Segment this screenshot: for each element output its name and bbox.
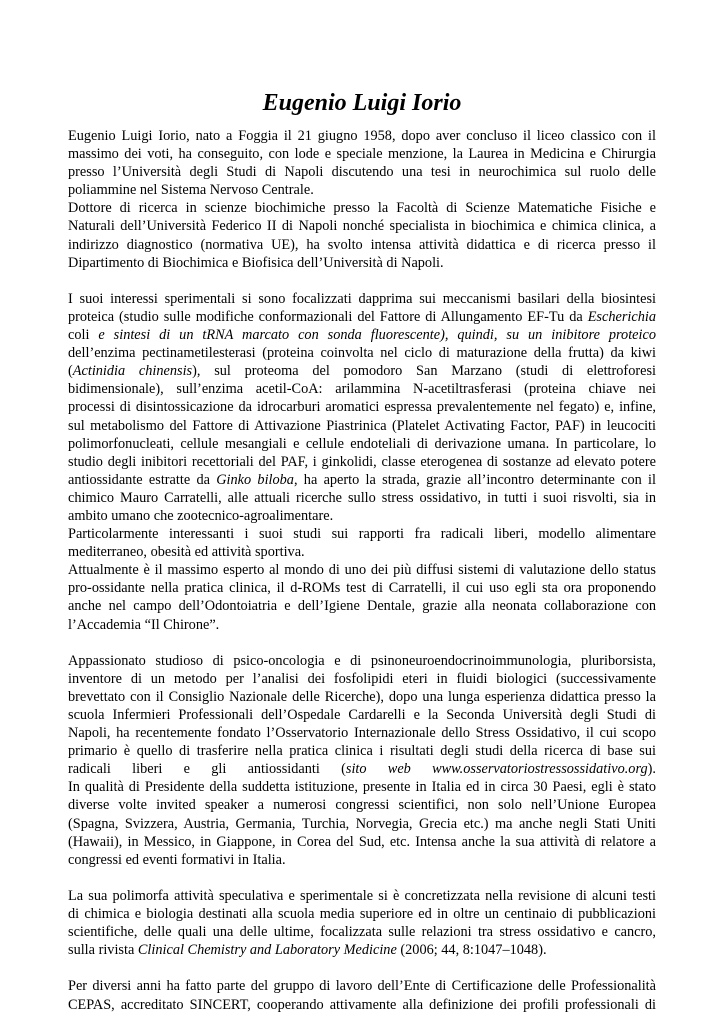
text-line xyxy=(68,796,656,814)
text-run: di chimica e biologia destinati alla scuola media superiore ed in oltre un centinaio di pubblicazioni xyxy=(68,906,656,923)
text-line xyxy=(68,778,656,796)
text-run: studio degli inibitori recettoriali del PAF, i ginkolidi, classe eterogenea di sostanze ad elevato potere xyxy=(68,453,656,470)
text-run: Per diversi anni ha fatto parte del gruppo di lavoro dell’Ente di Certificazione delle Professionalità xyxy=(68,978,656,995)
text-line xyxy=(68,507,656,525)
text-line xyxy=(68,254,656,272)
text-line xyxy=(68,670,656,688)
text-line xyxy=(68,724,656,742)
document-page xyxy=(68,0,656,1014)
text-line xyxy=(68,616,656,634)
text-line xyxy=(68,597,656,615)
text-line xyxy=(68,525,656,543)
text-run: presso l’Università degli Studi di Napoli discutendo una tesi in neurochimica sul ruolo delle xyxy=(68,164,656,181)
text-run: , ha aperto la strada, grazie all’incontro determinante con il xyxy=(293,471,656,488)
italic-text: Escherichia xyxy=(587,308,656,325)
text-line xyxy=(68,127,656,145)
text-line xyxy=(68,579,656,597)
text-run: inventore di un metodo per l’analisi dei fosfolipidi eteri in fluidi biologici (successivamente xyxy=(68,670,656,687)
italic-text: Clinical Chemistry and Laboratory Medicine xyxy=(137,942,397,959)
text-run: radicali liberi e gli antiossidanti ( xyxy=(68,761,346,778)
text-run: coli xyxy=(68,327,90,344)
text-run: brevettato con il Consiglio Nazionale delle Ricerche), dopo una lunga esperienza didattica presso la xyxy=(68,688,656,705)
text-line xyxy=(68,833,656,851)
text-run: primario è quello di trasferire nella pratica clinica i risultati degli studi della ricerca di base sui xyxy=(68,743,656,760)
text-run: (Hawaii), in Messico, in Giappone, in Corea del Sud, etc. Intensa anche la sua attività di relatore a xyxy=(68,833,656,850)
text-run: In qualità di Presidente della suddetta istituzione, presente in Italia ed in circa 30 Paesi, egli è stato xyxy=(68,779,656,796)
text-run: Particolarmente interessanti i suoi studi sui rapporti fra radicali liberi, modello alimentare xyxy=(68,526,656,543)
paragraph-gap xyxy=(68,869,656,887)
text-run: l’Accademia “Il Chirone”. xyxy=(68,616,220,633)
text-line xyxy=(68,308,656,326)
text-run: scuola Infermieri Professionali dell’Ospedale Cardarelli e la Seconda Università degli Studi di xyxy=(68,707,656,723)
text-run: (Spagna, Svizzera, Austria, Germania, Turchia, Norvegia, Grecia etc.) ma anche negli Stati Uniti xyxy=(68,815,656,832)
text-line xyxy=(68,453,656,471)
text-run: processi di disintossicazione da idrocarburi aromatici espressa prevalentemente nel fegato) e, infine, xyxy=(68,399,656,416)
text-line xyxy=(68,543,656,561)
text-run: chimico Mauro Carratelli, alle attuali ricerche sullo stress ossidativo, in tutti i suoi risvolti, sia in xyxy=(68,489,656,506)
text-line xyxy=(68,181,656,199)
text-run: ambito umano che zootecnico-agroalimentare. xyxy=(68,507,334,524)
text-run: (2006; 44, 8:1047–1048). xyxy=(396,942,547,959)
paragraph-gap xyxy=(68,272,656,290)
text-run: CEPAS, accreditato SINCERT, cooperando attivamente alla definizione dei profili professionali di xyxy=(68,996,656,1013)
text-run: ), sul proteoma del pomodoro San Marzano (studi di elettroforesi xyxy=(192,363,656,380)
text-run: pro-ossidante nella pratica clinica, il d-ROMs test di Carratelli, il cui uso egli sta ora proponendo xyxy=(68,580,656,597)
text-run: Attualmente è il massimo esperto al mondo di uno dei più diffusi sistemi di valutazione dello status xyxy=(68,562,656,579)
text-run: poliammine nel Sistema Nervoso Centrale. xyxy=(68,182,314,199)
text-line xyxy=(68,471,656,489)
text-line xyxy=(68,706,656,724)
italic-text: Actinidia chinensis xyxy=(72,363,193,380)
text-run: I suoi interessi sperimentali si sono focalizzati dapprima sui meccanismi basilari della biosintesi xyxy=(68,290,656,307)
text-line xyxy=(68,326,656,344)
text-line xyxy=(68,380,656,398)
text-line xyxy=(68,489,656,507)
text-line xyxy=(68,996,656,1014)
text-line xyxy=(68,742,656,760)
text-line xyxy=(68,977,656,995)
text-run: sul metabolismo del Fattore di Attivazione Piastrinica (Platelet Activating Factor, PAF) in leucociti xyxy=(68,417,656,434)
text-run: mediterraneo, obesità ed attività sportiva. xyxy=(68,544,305,561)
text-run: bidimensionale), sull’enzima acetil-CoA: arilammina N-acetiltrasferasi (proteina chiave nei xyxy=(68,381,656,398)
document-body xyxy=(68,127,656,1014)
text-run: Napoli, ha recentemente fondato l’Osservatorio Internazionale dello Stress Ossidativo, il cui scopo xyxy=(68,725,656,742)
text-line xyxy=(68,851,656,869)
text-run: antiossidante estratte da xyxy=(68,471,217,488)
text-line xyxy=(68,145,656,163)
text-run: La sua polimorfa attività speculativa e sperimentale si è concretizzata nella revisione di alcuni testi xyxy=(68,887,656,904)
text-line xyxy=(68,236,656,254)
text-line xyxy=(68,435,656,453)
text-run: congressi ed eventi formativi in Italia. xyxy=(68,851,286,868)
italic-text: Ginko biloba xyxy=(216,471,294,488)
text-run: massimo dei voti, ha conseguito, con lode e speciale menzione, la Laurea in Medicina e Chirurgia xyxy=(68,146,656,163)
text-line xyxy=(68,905,656,923)
text-line xyxy=(68,344,656,362)
text-line xyxy=(68,362,656,380)
text-run: scientifiche, delle quali una delle ultime, focalizzata sulle relazioni tra stress ossidativo e cancro, xyxy=(68,924,656,941)
document-title: Eugenio Luigi Iorio xyxy=(262,90,462,116)
text-line xyxy=(68,923,656,941)
text-line xyxy=(68,561,656,579)
paragraph-gap xyxy=(68,959,656,977)
text-run: diverse volte invited speaker a numerosi congressi scientifici, non solo nell’Unione Europea xyxy=(68,797,656,814)
text-run: proteica (studio sulle modifiche conformazionali del Fattore di Allungamento EF-Tu da xyxy=(68,308,588,325)
text-line xyxy=(68,417,656,435)
text-line xyxy=(68,398,656,416)
text-line xyxy=(68,941,656,959)
text-run: dell’enzima pectinametilesterasi (proteina coinvolta nel ciclo di maturazione della frutta) da kiwi xyxy=(68,345,656,362)
text-line xyxy=(68,760,656,778)
text-run: anche nel campo dell’Odontoiatria e dell’Igiene Dentale, grazie alla neonata collaborazione con xyxy=(68,598,656,615)
text-run: ( xyxy=(68,363,73,380)
paragraph-gap xyxy=(68,634,656,652)
text-line xyxy=(68,652,656,670)
text-line xyxy=(68,217,656,235)
text-run: Appassionato studioso di psico-oncologia e di psinoneuroendocrinoimmunologia, pluriborsista, xyxy=(68,652,656,669)
text-line xyxy=(68,290,656,308)
text-run: Dottore di ricerca in scienze biochimiche presso la Facoltà di Scienze Matematiche Fisiche e xyxy=(68,200,656,217)
italic-text: sito web www.osservatoriostressossidativo.org xyxy=(345,761,648,778)
text-run: indirizzo diagnostico (normativa UE), ha svolto intensa attività didattica e di ricerca presso il xyxy=(68,236,656,253)
text-run: Eugenio Luigi Iorio, nato a Foggia il 21 giugno 1958, dopo aver concluso il liceo classico con il xyxy=(68,128,656,144)
text-run: polimorfonucleati, cellule mesangiali e cellule endoteliali di derivazione umana. In particolare, lo xyxy=(68,435,656,452)
text-run: ). xyxy=(647,761,656,778)
text-run: Naturali dell’Università Federico II di Napoli nonché specialista in biochimica e chimica clinica, a xyxy=(68,218,656,235)
text-line xyxy=(68,163,656,181)
text-line xyxy=(68,887,656,905)
text-line xyxy=(68,815,656,833)
italic-text: e sintesi di un tRNA marcato con sonda fluorescente), quindi, su un inibitore proteico xyxy=(89,327,656,344)
text-line xyxy=(68,688,656,706)
text-run: sulla rivista xyxy=(68,942,138,959)
text-line xyxy=(68,199,656,217)
text-run: Dipartimento di Biochimica e Biofisica dell’Università di Napoli. xyxy=(68,254,444,271)
